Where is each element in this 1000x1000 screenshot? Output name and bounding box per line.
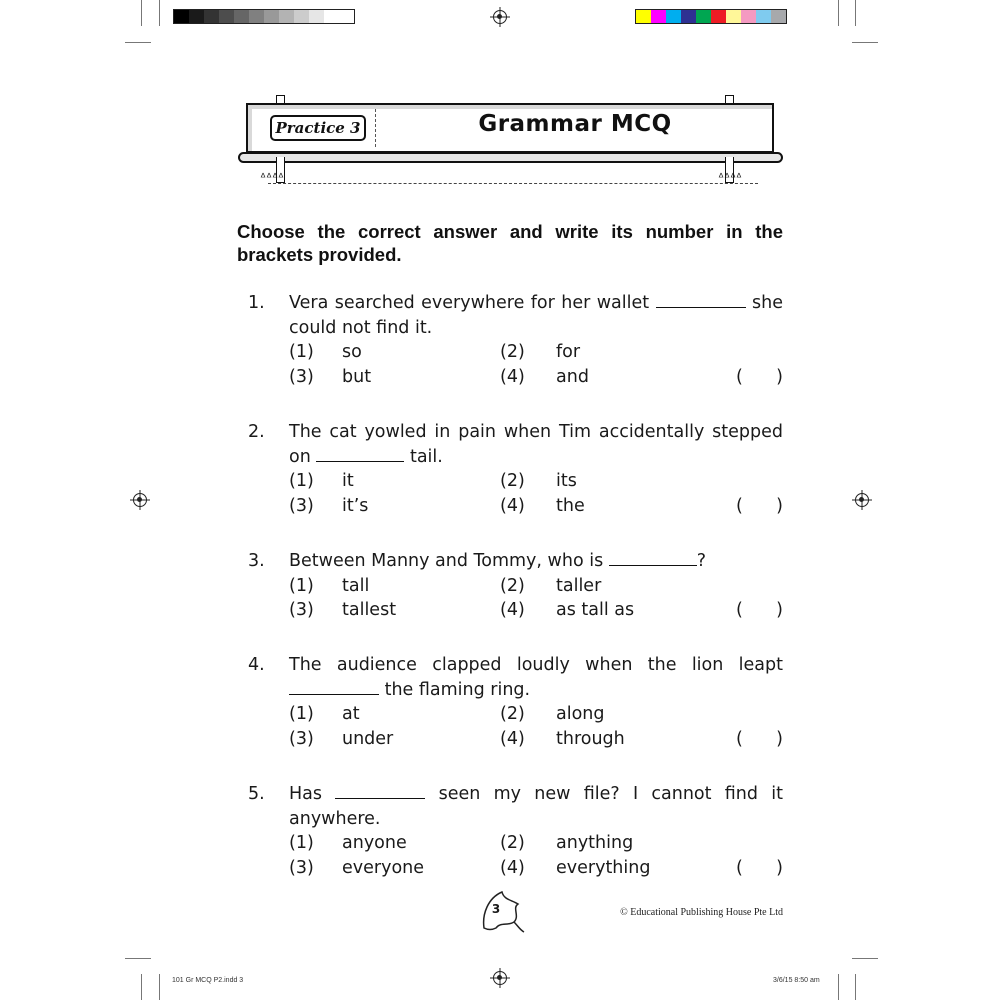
option-text: at: [342, 704, 360, 724]
question-number: 1.: [248, 293, 265, 313]
gray-swatch: [339, 10, 354, 23]
question-2: [237, 420, 783, 518]
crop-mark: [838, 0, 839, 26]
crop-mark: [855, 974, 856, 1000]
question-text: Vera searched everywhere for her wallet she could not find it.: [289, 293, 783, 338]
question-5: [237, 782, 783, 880]
options: (1) at (2) along (3) under (4) through ( ): [289, 702, 783, 751]
gray-swatch: [279, 10, 294, 23]
option-text: through: [556, 728, 625, 749]
color-swatch: [636, 10, 651, 23]
instruction-text: Choose the correct answer and write its number in the brackets provided.: [237, 221, 783, 265]
option-text: anyone: [342, 833, 407, 853]
gray-swatch: [249, 10, 264, 23]
color-swatch: [771, 10, 786, 23]
banner-beam: [238, 152, 783, 163]
option-text: tallest: [342, 600, 397, 620]
practice-banner: [238, 95, 783, 190]
grayscale-color-bar: [173, 9, 355, 24]
answer-blank: [289, 678, 379, 695]
option-text: for: [556, 342, 581, 362]
option-text: so: [342, 342, 362, 362]
color-swatch: [756, 10, 771, 23]
option-text: tall: [342, 575, 370, 596]
crop-mark: [838, 974, 839, 1000]
color-swatch: [651, 10, 666, 23]
option-text: everyone: [342, 857, 425, 878]
registration-mark-icon: [133, 493, 147, 507]
option-text: and: [556, 366, 589, 387]
color-swatch: [741, 10, 756, 23]
answer-bracket[interactable]: ( ): [735, 495, 783, 516]
question-3: [237, 549, 783, 623]
crop-mark: [125, 42, 151, 43]
question-number: 5.: [248, 784, 265, 804]
option-text: it’s: [342, 495, 369, 516]
process-color-bar: [635, 9, 787, 24]
crop-mark: [855, 0, 856, 26]
question-text: The audience clapped loudly when the lion leapt the flaming ring.: [289, 655, 783, 700]
color-swatch: [711, 10, 726, 23]
crop-mark: [141, 0, 142, 26]
option-text: its: [556, 471, 577, 491]
option-text: taller: [556, 575, 602, 596]
options: (1) it (2) its (3) it’s (4) the ( ): [289, 469, 783, 518]
copyright-text: © Educational Publishing House Pte Ltd: [620, 907, 783, 918]
registration-mark-icon: [855, 493, 869, 507]
options: (1) tall (2) taller (3) tallest (4) as tall as ( ): [289, 574, 783, 623]
question-number: 2.: [248, 422, 265, 442]
file-slug: 101 Gr MCQ P2.indd 3: [172, 977, 244, 984]
option-text: along: [556, 704, 605, 724]
option-text: it: [342, 471, 354, 491]
registration-mark-icon: [493, 10, 507, 24]
gray-swatch: [324, 10, 339, 23]
option-text: but: [342, 366, 372, 387]
crop-mark: [159, 974, 160, 1000]
options: (1) so (2) for (3) but (4) and ( ): [289, 340, 783, 389]
crop-mark: [141, 974, 142, 1000]
crop-mark: [852, 42, 878, 43]
crop-mark: [852, 958, 878, 959]
date-slug: 3/6/15 8:50 am: [773, 977, 820, 984]
gray-swatch: [204, 10, 219, 23]
answer-bracket[interactable]: ( ): [735, 366, 783, 387]
crop-mark: [159, 0, 160, 26]
banner-board: [246, 103, 774, 153]
answer-bracket[interactable]: ( ): [735, 857, 783, 878]
crop-mark: [125, 958, 151, 959]
options: (1) anyone (2) anything (3) everyone (4) everything ( ): [289, 831, 783, 880]
gray-swatch: [264, 10, 279, 23]
question-text: Has seen my new file? I cannot find it anywhere.: [289, 784, 783, 829]
option-text: the: [556, 495, 585, 516]
page-number: 3: [491, 902, 501, 916]
option-text: as tall as: [556, 600, 635, 620]
question-text: The cat yowled in pain when Tim accidentally stepped on tail.: [289, 422, 783, 467]
gray-swatch: [294, 10, 309, 23]
gray-swatch: [309, 10, 324, 23]
answer-blank: [609, 549, 697, 566]
color-swatch: [726, 10, 741, 23]
answer-bracket[interactable]: ( ): [735, 728, 783, 749]
question-number: 4.: [248, 655, 265, 675]
practice-label: Practice 3: [270, 115, 366, 141]
gray-swatch: [174, 10, 189, 23]
color-swatch: [666, 10, 681, 23]
option-text: anything: [556, 833, 634, 853]
option-text: under: [342, 728, 394, 749]
question-4: [237, 653, 783, 751]
question-number: 3.: [248, 551, 265, 571]
color-swatch: [696, 10, 711, 23]
gray-swatch: [219, 10, 234, 23]
page-title: Grammar MCQ: [478, 111, 672, 137]
answer-blank: [316, 445, 404, 462]
registration-mark-icon: [493, 971, 507, 985]
question-text: Between Manny and Tommy, who is ?: [289, 551, 707, 571]
grass-icon: ᐞᐞᐞᐞ: [718, 171, 742, 184]
answer-blank: [335, 782, 425, 799]
ground-line: [268, 183, 758, 184]
gray-swatch: [189, 10, 204, 23]
answer-bracket[interactable]: ( ): [735, 600, 783, 620]
option-text: everything: [556, 857, 651, 878]
gray-swatch: [234, 10, 249, 23]
grass-icon: ᐞᐞᐞᐞ: [260, 171, 284, 184]
answer-blank: [656, 291, 746, 308]
color-swatch: [681, 10, 696, 23]
question-1: [237, 291, 783, 389]
